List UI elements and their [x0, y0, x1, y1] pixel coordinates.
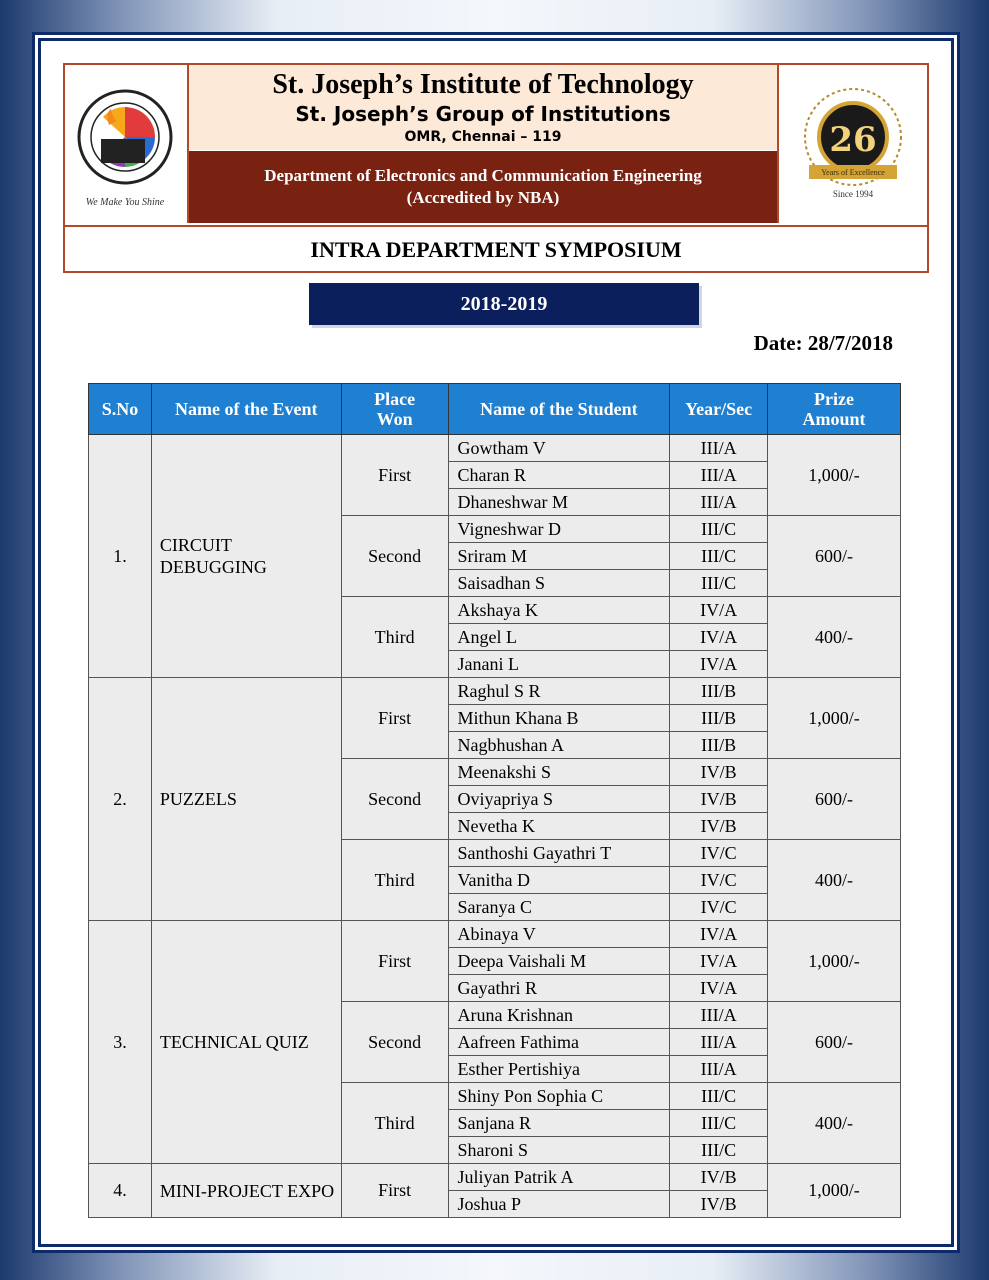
student-name: Meenakshi S [448, 759, 670, 786]
department-band [189, 151, 777, 223]
academic-year: 2018-2019 [309, 283, 699, 325]
student-name: Aafreen Fathima [448, 1029, 670, 1056]
event-sno: 4. [89, 1164, 152, 1218]
results-table [88, 383, 901, 1218]
year-section: III/C [670, 543, 768, 570]
student-name: Charan R [448, 462, 670, 489]
place-won: First [341, 435, 448, 516]
student-name: Sharoni S [448, 1137, 670, 1164]
prize-amount: 400/- [768, 1083, 901, 1164]
place-won: First [341, 678, 448, 759]
year-section: III/C [670, 516, 768, 543]
anniversary-emblem [777, 65, 927, 223]
year-section: III/B [670, 705, 768, 732]
prize-amount: 600/- [768, 759, 901, 840]
institute-logo [65, 65, 189, 223]
prize-amount: 400/- [768, 840, 901, 921]
group-name: St. Joseph’s Group of Institutions [295, 102, 671, 126]
student-name: Gayathri R [448, 975, 670, 1002]
year-section: III/C [670, 570, 768, 597]
student-name: Joshua P [448, 1191, 670, 1218]
col-header: Name of the Event [151, 384, 341, 435]
place-won: Third [341, 840, 448, 921]
student-name: Mithun Khana B [448, 705, 670, 732]
institute-title-band [189, 65, 777, 150]
student-name: Sanjana R [448, 1110, 670, 1137]
event-date: Date: 28/7/2018 [753, 331, 893, 355]
student-name: Akshaya K [448, 597, 670, 624]
student-name: Juliyan Patrik A [448, 1164, 670, 1191]
place-won: Second [341, 759, 448, 840]
year-section: III/A [670, 1056, 768, 1083]
year-section: IV/B [670, 813, 768, 840]
year-section: IV/A [670, 975, 768, 1002]
col-header: Place Won [341, 384, 448, 435]
col-header: Prize Amount [768, 384, 901, 435]
year-section: III/B [670, 678, 768, 705]
student-name: Gowtham V [448, 435, 670, 462]
place-won: Second [341, 516, 448, 597]
year-section: IV/A [670, 651, 768, 678]
col-header: Name of the Student [448, 384, 670, 435]
prize-amount: 1,000/- [768, 435, 901, 516]
institute-name: St. Joseph’s Institute of Technology [272, 69, 694, 100]
place-won: Second [341, 1002, 448, 1083]
year-section: IV/B [670, 786, 768, 813]
col-header: Year/Sec [670, 384, 768, 435]
year-section: IV/B [670, 1191, 768, 1218]
place-won: Third [341, 1083, 448, 1164]
address: OMR, Chennai – 119 [404, 129, 562, 145]
student-name: Shiny Pon Sophia C [448, 1083, 670, 1110]
event-sno: 3. [89, 921, 152, 1164]
table-row [89, 1164, 901, 1191]
student-name: Santhoshi Gayathri T [448, 840, 670, 867]
year-section: III/B [670, 732, 768, 759]
since-year: Since 1994 [832, 189, 874, 199]
year-section: III/C [670, 1110, 768, 1137]
prize-amount: 400/- [768, 597, 901, 678]
student-name: Abinaya V [448, 921, 670, 948]
year-section: III/A [670, 1029, 768, 1056]
place-won: First [341, 921, 448, 1002]
student-name: Raghul S R [448, 678, 670, 705]
year-section: IV/A [670, 921, 768, 948]
year-section: III/A [670, 1002, 768, 1029]
event-sno: 1. [89, 435, 152, 678]
year-section: IV/C [670, 840, 768, 867]
year-section: IV/B [670, 1164, 768, 1191]
symposium-band [65, 225, 927, 273]
event-name: MINI-PROJECT EXPO [151, 1164, 341, 1218]
student-name: Saranya C [448, 894, 670, 921]
student-name: Aruna Krishnan [448, 1002, 670, 1029]
year-section: IV/C [670, 894, 768, 921]
symposium-title: INTRA DEPARTMENT SYMPOSIUM [310, 237, 682, 262]
table-row [89, 435, 901, 462]
student-name: Saisadhan S [448, 570, 670, 597]
event-name: PUZZELS [151, 678, 341, 921]
student-name: Nevetha K [448, 813, 670, 840]
table-row [89, 921, 901, 948]
student-name: Vanitha D [448, 867, 670, 894]
year-section: IV/A [670, 948, 768, 975]
student-name: Janani L [448, 651, 670, 678]
header-block [63, 63, 929, 273]
year-section: IV/C [670, 867, 768, 894]
accreditation: (Accredited by NBA) [406, 188, 560, 207]
anniversary-number: 26 [829, 120, 877, 160]
student-name: Angel L [448, 624, 670, 651]
department-name: Department of Electronics and Communication Engineering [264, 166, 702, 185]
year-section: III/A [670, 435, 768, 462]
table-row [89, 678, 901, 705]
certificate-sheet [38, 38, 954, 1247]
student-name: Dhaneshwar M [448, 489, 670, 516]
student-name: Deepa Vaishali M [448, 948, 670, 975]
student-name: Esther Pertishiya [448, 1056, 670, 1083]
event-sno: 2. [89, 678, 152, 921]
prize-amount: 1,000/- [768, 921, 901, 1002]
prize-amount: 600/- [768, 1002, 901, 1083]
anniversary-text: Years of Excellence [821, 168, 885, 177]
year-section: III/A [670, 462, 768, 489]
year-section: III/C [670, 1083, 768, 1110]
prize-amount: 600/- [768, 516, 901, 597]
year-section: III/A [670, 489, 768, 516]
year-section: IV/B [670, 759, 768, 786]
prize-amount: 1,000/- [768, 1164, 901, 1218]
event-name: TECHNICAL QUIZ [151, 921, 341, 1164]
year-section: III/C [670, 1137, 768, 1164]
place-won: First [341, 1164, 448, 1218]
table-header-row [89, 384, 901, 435]
student-name: Vigneshwar D [448, 516, 670, 543]
student-name: Oviyapriya S [448, 786, 670, 813]
event-name: CIRCUIT DEBUGGING [151, 435, 341, 678]
year-section: IV/A [670, 597, 768, 624]
year-section: IV/A [670, 624, 768, 651]
col-header: S.No [89, 384, 152, 435]
place-won: Third [341, 597, 448, 678]
prize-amount: 1,000/- [768, 678, 901, 759]
logo-motto: We Make You Shine [85, 197, 165, 208]
student-name: Sriram M [448, 543, 670, 570]
student-name: Nagbhushan A [448, 732, 670, 759]
